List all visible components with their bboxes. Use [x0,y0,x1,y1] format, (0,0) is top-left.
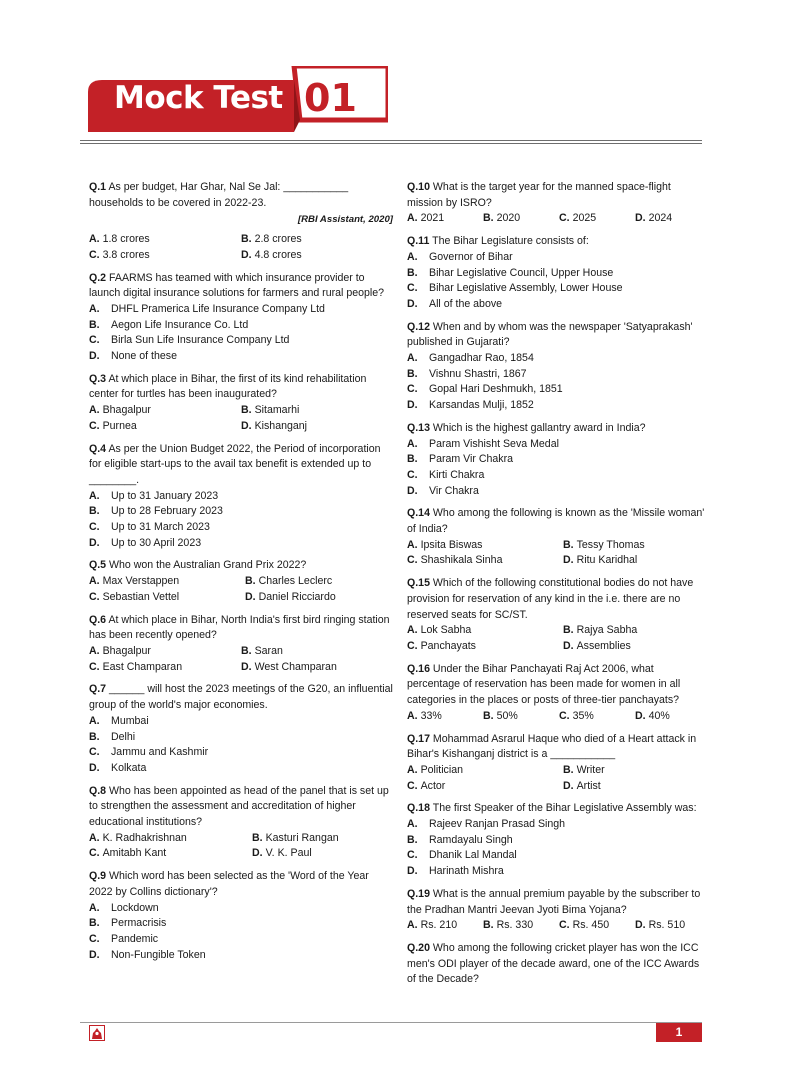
question-number: Q.14 [407,507,430,520]
question-text: The first Speaker of the Bihar Legislative Assembly was: [432,802,697,815]
question-number: Q.15 [407,577,430,590]
options [89,403,393,434]
question-18 [407,801,707,880]
options [407,538,707,569]
footer-rule [80,1022,702,1023]
option-d: D. Assemblies [563,639,631,652]
question-text: As per the Union Budget 2022, the Period of incorporation for eligible start-ups to the avail tax benefit is extended up to ________. [89,442,381,486]
options [407,211,707,227]
question-text: Who among the following cricket player has won the ICC men's ODI player of the decade award, one of the ICC Awards of the Decade? [407,941,700,986]
banner-title: Mock Test [114,80,283,116]
option-a: A. Lockdown [89,901,159,914]
option-c: C. 3.8 crores [89,248,150,261]
options [407,918,707,934]
question-number: Q.2 [89,271,107,284]
option-a: A. K. Radhakrishnan [89,831,187,844]
options [89,302,393,365]
question-source: [RBI Assistant, 2020] [297,214,393,226]
options [407,817,707,880]
question-number: Q.12 [407,320,430,333]
option-d: D. Kishanganj [241,419,308,432]
option-d: D. Vir Chakra [407,484,479,497]
option-a: A. 1.8 crores [89,233,150,246]
question-4 [89,442,393,552]
options [407,437,707,500]
question-number: Q.11 [407,235,430,248]
option-a: A. Gangadhar Rao, 1854 [407,352,534,365]
question-number: Q.3 [89,372,107,385]
question-text: What is the target year for the manned space-flight mission by ISRO? [407,181,671,209]
option-c: C. East Champaran [89,660,183,673]
options [407,623,707,654]
option-d: D. 40% [635,709,670,722]
question-number: Q.17 [407,732,430,745]
option-d: D. Kolkata [89,761,147,774]
option-b: B. 2020 [483,212,521,225]
question-8 [89,784,393,863]
question-number: Q.1 [89,181,107,193]
option-c: C. Jammu and Kashmir [89,746,209,759]
question-10 [407,180,707,227]
question-text: What is the annual premium payable by the subscriber to the Pradhan Mantri Jeevan Jyoti Bima Yojana? [407,887,701,916]
option-c: C. Dhanik Lal Mandal [407,849,517,862]
option-a: A. DHFL Pramerica Life Insurance Company Ltd [89,302,325,315]
question-20 [407,941,707,988]
option-d: D. Non-Fungible Token [89,948,206,961]
option-c: C. Gopal Hari Deshmukh, 1851 [407,383,563,396]
options [407,763,707,794]
option-c: C. Pandemic [89,932,159,945]
option-a: A. Governor of Bihar [407,250,513,263]
option-b: B. Rs. 330 [483,919,534,932]
options [407,250,707,313]
option-c: C. Bihar Legislative Assembly, Lower House [407,282,623,295]
option-b: B. Charles Leclerc [245,575,333,588]
options [89,644,393,675]
options [89,489,393,552]
question-number: Q.6 [89,613,107,626]
option-d: D. None of these [89,350,177,363]
option-d: D. Rs. 510 [635,919,686,932]
option-d: D. Daniel Ricciardo [245,590,336,603]
question-3 [89,372,393,435]
option-b: B. Vishnu Shastri, 1867 [407,367,527,380]
option-a: A. Rs. 210 [407,919,458,932]
question-text: As per budget, Har Ghar, Nal Se Jal: ___________ households to be covered in 2022-23. [89,181,349,209]
header-rule-1 [80,140,702,141]
question-5 [89,558,393,605]
options [407,351,707,414]
option-b: B. Rajya Sabha [563,624,638,637]
option-b: B. Ramdayalu Singh [407,833,513,846]
options [89,714,393,777]
question-13 [407,421,707,500]
question-number: Q.20 [407,941,430,954]
option-c: C. Panchayats [407,639,476,652]
header-rule-2 [80,143,702,144]
question-number: Q.5 [89,559,107,572]
option-c: C. Amitabh Kant [89,847,167,860]
question-2 [89,271,393,365]
question-17 [407,732,707,795]
option-a: A. Politician [407,763,463,776]
option-c: C. Rs. 450 [559,919,610,932]
option-d: D. Artist [563,779,601,792]
option-a: A. 33% [407,709,442,722]
mock-test-banner [88,66,388,134]
options [89,574,393,605]
question-12 [407,320,707,414]
option-d: D. 2024 [635,212,673,225]
option-a: A. Max Verstappen [89,575,180,588]
question-text: At which place in Bihar, the first of its kind rehabilitation center for turtles has been inaugurated? [89,372,367,401]
question-number: Q.16 [407,662,430,675]
question-text: Which word has been selected as the 'Word of the Year 2022 by Collins dictionary'? [89,870,369,898]
option-d: D. Karsandas Mulji, 1852 [407,399,534,412]
option-a: A. Rajeev Ranjan Prasad Singh [407,818,566,831]
option-d: D. Up to 30 April 2023 [89,536,202,549]
option-a: A. Up to 31 January 2023 [89,489,219,502]
right-column [407,180,707,995]
option-b: B. Bihar Legislative Council, Upper House [407,266,614,279]
option-c: C. Sebastian Vettel [89,590,180,603]
question-number: Q.18 [407,802,430,815]
option-b: B. Delhi [89,730,136,743]
question-16 [407,662,707,725]
option-a: A. Mumbai [89,714,149,727]
option-d: D. Ritu Karidhal [563,554,638,567]
option-c: C. Kirti Chakra [407,468,485,481]
question-text: Which is the highest gallantry award in India? [432,421,646,434]
option-b: B. Saran [241,644,283,657]
question-text: Who won the Australian Grand Prix 2022? [109,559,307,572]
question-text: Which of the following constitutional bodies do not have provision for reservation of any kind in the i.e. there are no reserved seats for SC/ST. [407,577,694,621]
option-b: B. Up to 28 February 2023 [89,505,223,518]
option-a: A. Ipsita Biswas [407,538,483,551]
question-number: Q.19 [407,887,430,900]
option-c: C. Shashikala Sinha [407,554,503,567]
question-number: Q.10 [407,181,430,193]
options [89,901,393,964]
question-19 [407,887,707,934]
option-c: C. Birla Sun Life Insurance Company Ltd [89,334,290,347]
question-14 [407,506,707,569]
question-9 [89,869,393,963]
option-d: D. 4.8 crores [241,248,302,261]
option-a: A. Param Vishisht Seva Medal [407,437,559,450]
question-text: FAARMS has teamed with which insurance provider to launch digital insurance solutions for farmers and rural people? [89,271,385,300]
option-b: B. Kasturi Rangan [252,831,339,844]
option-a: A. Bhagalpur [89,644,151,657]
option-b: B. Sitamarhi [241,404,300,417]
question-number: Q.8 [89,784,107,797]
question-text: At which place in Bihar, North India's first bird ringing station has been recently opened? [89,613,390,642]
question-text: The Bihar Legislature consists of: [432,235,589,248]
option-a: A. 2021 [407,212,445,225]
option-b: B. Param Vir Chakra [407,453,513,466]
option-a: A. Lok Sabha [407,624,472,637]
question-15 [407,576,707,655]
option-d: D. West Champaran [241,660,337,673]
question-6 [89,613,393,676]
question-text: Who has been appointed as head of the panel that is set up to strengthen the assessment and accreditation of higher educational institutions? [89,784,389,829]
option-c: C. Actor [407,779,446,792]
option-b: B. Tessy Thomas [563,538,645,551]
options [89,831,393,862]
question-text: When and by whom was the newspaper 'Satyaprakash' published in Gujarati? [407,320,693,349]
question-number: Q.4 [89,442,107,455]
option-b: B. 2.8 crores [241,233,302,246]
option-c: C. 2025 [559,212,597,225]
publisher-logo-icon [89,1025,105,1041]
option-c: C. Up to 31 March 2023 [89,521,210,534]
question-7 [89,682,393,776]
page-number: 1 [656,1023,702,1042]
question-number: Q.7 [89,683,107,696]
option-b: B. 50% [483,709,518,722]
option-b: B. Aegon Life Insurance Co. Ltd [89,318,249,331]
option-c: C. 35% [559,709,594,722]
banner-number: 01 [304,76,357,120]
options [89,232,393,263]
question-11 [407,234,707,313]
options [407,709,707,725]
question-text: Who among the following is known as the 'Missile woman' of India? [407,507,705,536]
option-b: B. Writer [563,763,605,776]
option-b: B. Permacrisis [89,917,167,930]
question-number: Q.13 [407,421,430,434]
option-a: A. Bhagalpur [89,404,151,417]
option-d: D. Harinath Mishra [407,865,504,878]
option-d: D. All of the above [407,297,503,310]
question-text: Under the Bihar Panchayati Raj Act 2006, what percentage of reservation has been made for women in all categories in the places or posts of three-tier panchayats? [407,662,681,707]
question-1 [89,180,393,264]
left-column [89,180,393,970]
question-text: Mohammad Asrarul Haque who died of a Heart attack in Bihar's Kishanganj district is a ___________ [407,732,697,761]
option-c: C. Purnea [89,419,137,432]
question-number: Q.9 [89,870,107,883]
question-text: ______ will host the 2023 meetings of the G20, an influential group of the world's major economies. [89,683,393,712]
option-d: D. V. K. Paul [252,847,312,860]
